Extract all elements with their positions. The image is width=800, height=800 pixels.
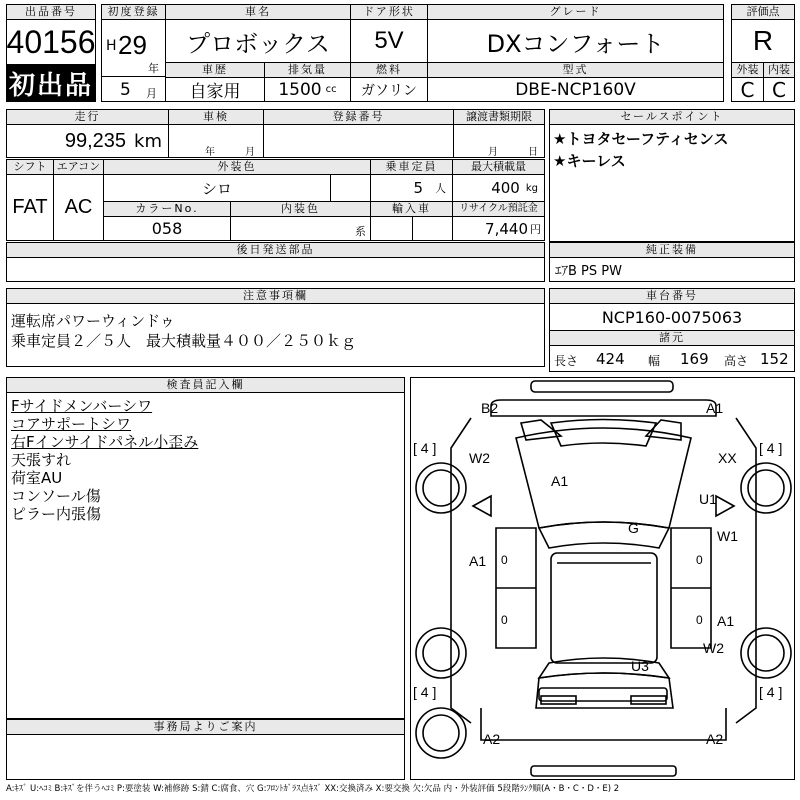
- capacity-label: 乗車定員: [370, 159, 453, 175]
- int-color-cell: [230, 216, 371, 241]
- capacity-unit: 人: [435, 182, 446, 195]
- equipment-label: 純正装備: [549, 242, 795, 258]
- first-listing-badge: 初出品: [6, 65, 96, 102]
- sales-item-1: ★トヨタセーフティセンス: [553, 130, 729, 148]
- first-reg-label: 初度登録: [101, 4, 166, 20]
- max-load: 400: [491, 179, 520, 197]
- int-color-unit: 系: [355, 225, 366, 238]
- damage-u1-right: U1: [699, 491, 717, 507]
- inspector-line-6: コンソール傷: [11, 487, 101, 505]
- damage-a1-front-right: A1: [706, 400, 724, 416]
- fuel: ガソリン: [350, 77, 428, 102]
- capacity-cell: [370, 174, 453, 202]
- inspection-year-unit: 年: [205, 147, 215, 158]
- damage-a1-hood: A1: [551, 473, 569, 489]
- later-parts-label: 後日発送部品: [6, 242, 545, 258]
- notes-line-1: 運転席パワーウィンドゥ: [11, 312, 175, 330]
- damage-a1-left-door: A1: [469, 553, 487, 569]
- import-cell-2: [412, 216, 453, 241]
- transfer-cell: [453, 124, 545, 158]
- shift-label: シフト: [6, 159, 54, 175]
- reg-no-label: 登録番号: [263, 109, 454, 125]
- sales-cell: [549, 124, 795, 242]
- shift: FAT: [6, 174, 54, 241]
- recycle-unit: 円: [530, 222, 541, 236]
- inspector-line-7: ピラー内張傷: [11, 505, 102, 523]
- inspection-label: 車検: [168, 109, 264, 125]
- car-name: プロボックス: [165, 19, 351, 63]
- max-load-cell: [452, 174, 545, 202]
- office-label: 事務局よりご案内: [6, 719, 405, 735]
- damage-w2-right-quarter: W2: [703, 640, 724, 656]
- tire-mark-fl: [ 4 ]: [413, 440, 437, 456]
- score: R: [731, 19, 795, 63]
- office-cell: [6, 734, 405, 780]
- lot-no: 40156: [6, 19, 96, 65]
- later-parts-cell: [6, 257, 545, 282]
- ext-color-label: 外装色: [103, 159, 371, 175]
- inspector-line-4: 天張すれ: [11, 451, 72, 469]
- tire-mark-rr: [ 4 ]: [759, 684, 783, 700]
- max-load-unit: kg: [525, 182, 538, 194]
- length-label: 長さ: [554, 354, 579, 368]
- score-label: 評価点: [731, 4, 795, 20]
- era-letter: H: [106, 38, 117, 54]
- inspector-cell: [6, 392, 405, 719]
- zero-mark-2: 0: [696, 553, 703, 567]
- inspection-month-unit: 月: [245, 147, 255, 158]
- first-reg-year-cell: [101, 19, 166, 77]
- damage-b2-front-left: B2: [481, 400, 499, 416]
- inspector-line-2: コアサポートシワ: [11, 415, 132, 433]
- damage-w2-front-left-fender: W2: [469, 450, 490, 466]
- car-outline: [411, 378, 795, 780]
- mileage: 99,235: [64, 129, 127, 152]
- inspector-line-5: 荷室AU: [11, 469, 63, 487]
- reg-year: 29: [118, 30, 147, 60]
- notes-label: 注意事項欄: [6, 288, 545, 304]
- zero-mark-4: 0: [696, 613, 703, 627]
- transfer-month-unit: 月: [488, 147, 498, 158]
- mileage-unit: km: [134, 130, 162, 152]
- int-color-label: 内装色: [230, 201, 371, 217]
- width: 169: [680, 350, 709, 368]
- height: 152: [760, 350, 789, 368]
- capacity: 5: [413, 179, 423, 197]
- import-cell-1: [370, 216, 413, 241]
- ac-label: エアコン: [53, 159, 104, 175]
- ac: AC: [53, 174, 104, 241]
- lot-no-label: 出品番号: [6, 4, 96, 20]
- history-label: 車歴: [165, 62, 265, 78]
- inspection-cell: [168, 124, 264, 158]
- recycle: 7,440: [485, 219, 528, 238]
- displacement: 1500: [278, 79, 322, 100]
- length: 424: [596, 350, 625, 368]
- car-name-label: 車名: [165, 4, 351, 20]
- displacement-unit: cc: [325, 84, 337, 95]
- reg-no-cell: [263, 124, 454, 158]
- sales-label: セールスポイント: [549, 109, 795, 125]
- color-no: 058: [103, 216, 231, 241]
- transfer-day-unit: 日: [528, 147, 538, 158]
- inspector-line-1: Fサイドメンバーシワ: [11, 397, 153, 415]
- recycle-cell: [452, 216, 545, 241]
- sales-item-2: ★キーレス: [553, 152, 626, 170]
- exterior-label: 外装: [731, 62, 764, 78]
- damage-u3-hatch: U3: [631, 658, 649, 674]
- dims-label: 諸元: [549, 330, 795, 346]
- notes-line-2: 乗車定員２／５人 最大積載量４００／２５０ｋｇ: [11, 332, 357, 350]
- width-label: 幅: [648, 354, 661, 368]
- history: 自家用: [165, 77, 265, 102]
- interior-grade: C: [763, 77, 795, 102]
- zero-mark-3: 0: [501, 613, 508, 627]
- color-no-label: カラーNo.: [103, 201, 231, 217]
- height-label: 高さ: [724, 354, 749, 368]
- tire-mark-rl: [ 4 ]: [413, 684, 437, 700]
- damage-xx-front-right-fender: XX: [718, 450, 737, 466]
- mileage-cell: [6, 124, 169, 158]
- inspector-line-3: 右Fインサイドパネル小歪み: [11, 433, 199, 451]
- door: 5V: [350, 19, 428, 63]
- damage-w1-right-door: W1: [717, 528, 738, 544]
- ext-color: シロ: [103, 174, 331, 202]
- notes-cell: [6, 303, 545, 367]
- import-label: 輸入車: [370, 201, 453, 217]
- model: DBE-NCP160V: [427, 77, 724, 102]
- dims-cell: [549, 345, 795, 372]
- max-load-label: 最大積載量: [452, 159, 545, 175]
- grade: DXコンフォート: [427, 19, 724, 63]
- chassis-no: NCP160-0075063: [549, 303, 795, 331]
- grade-label: グレード: [427, 4, 724, 20]
- inspector-label: 検査員記入欄: [6, 377, 405, 393]
- interior-label: 内装: [763, 62, 795, 78]
- exterior-grade: C: [731, 77, 764, 102]
- reg-year-unit: 年: [148, 62, 159, 75]
- displacement-cell: [264, 77, 351, 102]
- damage-g-windshield: G: [628, 520, 639, 536]
- ext-color-extra: [330, 174, 371, 202]
- zero-mark-1: 0: [501, 553, 508, 567]
- door-label: ドア形状: [350, 4, 428, 20]
- damage-a2-rear-left: A2: [483, 731, 501, 747]
- car-diagram: [410, 377, 795, 780]
- fuel-label: 燃料: [350, 62, 428, 78]
- damage-a2-rear-right: A2: [706, 731, 724, 747]
- recycle-label: リサイクル預託金: [452, 201, 545, 217]
- damage-a1-right-rear: A1: [717, 613, 735, 629]
- equipment: ｴｱB PS PW: [549, 257, 795, 282]
- model-label: 型式: [427, 62, 724, 78]
- mileage-label: 走行: [6, 109, 169, 125]
- transfer-label: 譲渡書類期限: [453, 109, 545, 125]
- displacement-label: 排気量: [264, 62, 351, 78]
- tire-mark-fr: [ 4 ]: [759, 440, 783, 456]
- first-reg-month-cell: [101, 76, 166, 102]
- legend: A:ｷｽﾞ U:ﾍｺﾐ B:ｷｽﾞを伴うﾍｺﾐ P:要塗装 W:補修跡 S:錆 C:腐食、穴 G:ﾌﾛﾝﾄｶﾞﾗｽ点ｷｽﾞ XX:交換済み X:要交換 欠:欠品 内・外装評価 5段階ﾗﾝｸ順(A・B・C・D・E) 2: [6, 784, 620, 794]
- chassis-label: 車台番号: [549, 288, 795, 304]
- reg-month-unit: 月: [146, 87, 157, 100]
- reg-month: 5: [120, 80, 131, 100]
